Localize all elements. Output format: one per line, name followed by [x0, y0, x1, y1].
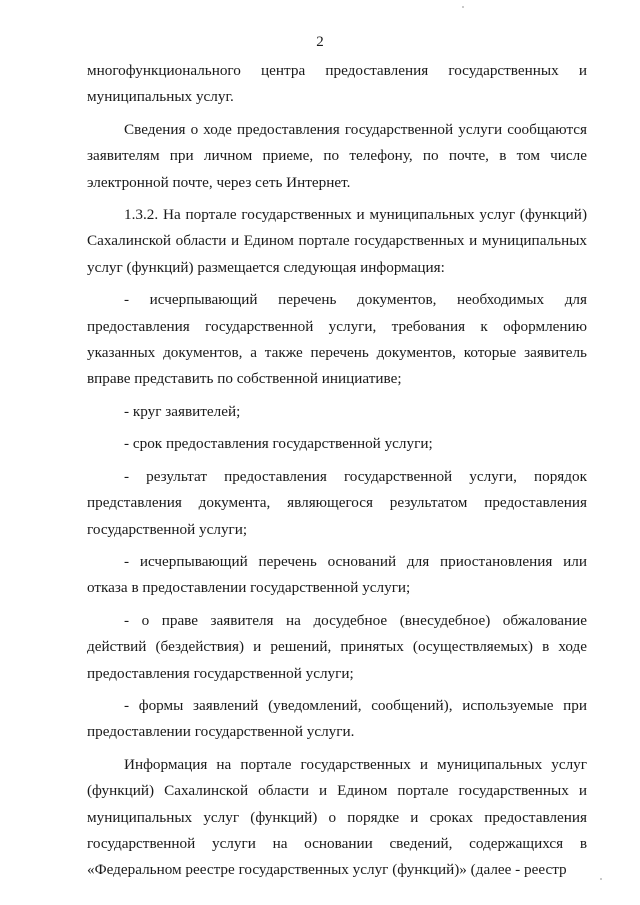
list-item-documents: - исчерпывающий перечень документов, необходимых для предоставления государственной услуги, требования к оформлению указанных документов, а также перечень документов, которые заявитель вправе представить по собственной инициативе; [87, 291, 587, 388]
list-item-term: - срок предоставления государственной услуги; [124, 435, 433, 453]
paragraph-info-methods: Сведения о ходе предоставления государственной услуги сообщаются заявителям при личном приеме, по телефону, по почте, в том числе электронной почте, через сеть Интернет. [87, 120, 587, 191]
scan-speck [462, 6, 464, 8]
list-item-applicants: - круг заявителей; [124, 402, 241, 420]
document-body [87, 58, 587, 884]
paragraph-portal-info: Информация на портале государственных и муниципальных услуг (функций) Сахалинской области и Едином портале государственных и муниципальных услуг (функций) о порядке и сроках предоставления государственной услуги на основании сведений, содержащихся в «Федеральном реестре государственных услуг (функций)» (далее - реестр [87, 755, 587, 879]
paragraph-section-1-3-2: 1.3.2. На портале государственных и муниципальных услуг (функций) Сахалинской области и Едином портале государственных и муниципальных услуг (функций) размещается следующая информация: [87, 206, 587, 276]
list-item-forms: - формы заявлений (уведомлений, сообщений), используемые при предоставлении государственной услуги. [87, 696, 587, 741]
scan-speck [600, 878, 602, 880]
paragraph-continuation: многофункционального центра предоставления государственных и муниципальных услуг. [87, 62, 587, 106]
page-number: 2 [316, 34, 324, 50]
list-item-grounds: - исчерпывающий перечень оснований для приостановления или отказа в предоставлении государственной услуги; [87, 552, 587, 597]
list-item-appeal: - о праве заявителя на досудебное (внесудебное) обжалование действий (бездействия) и решений, принятых (осуществляемых) в ходе предоставления государственной услуги; [87, 611, 587, 682]
list-item-result: - результат предоставления государственной услуги, порядок представления документа, являющегося результатом предоставления государственной услуги; [87, 467, 587, 538]
